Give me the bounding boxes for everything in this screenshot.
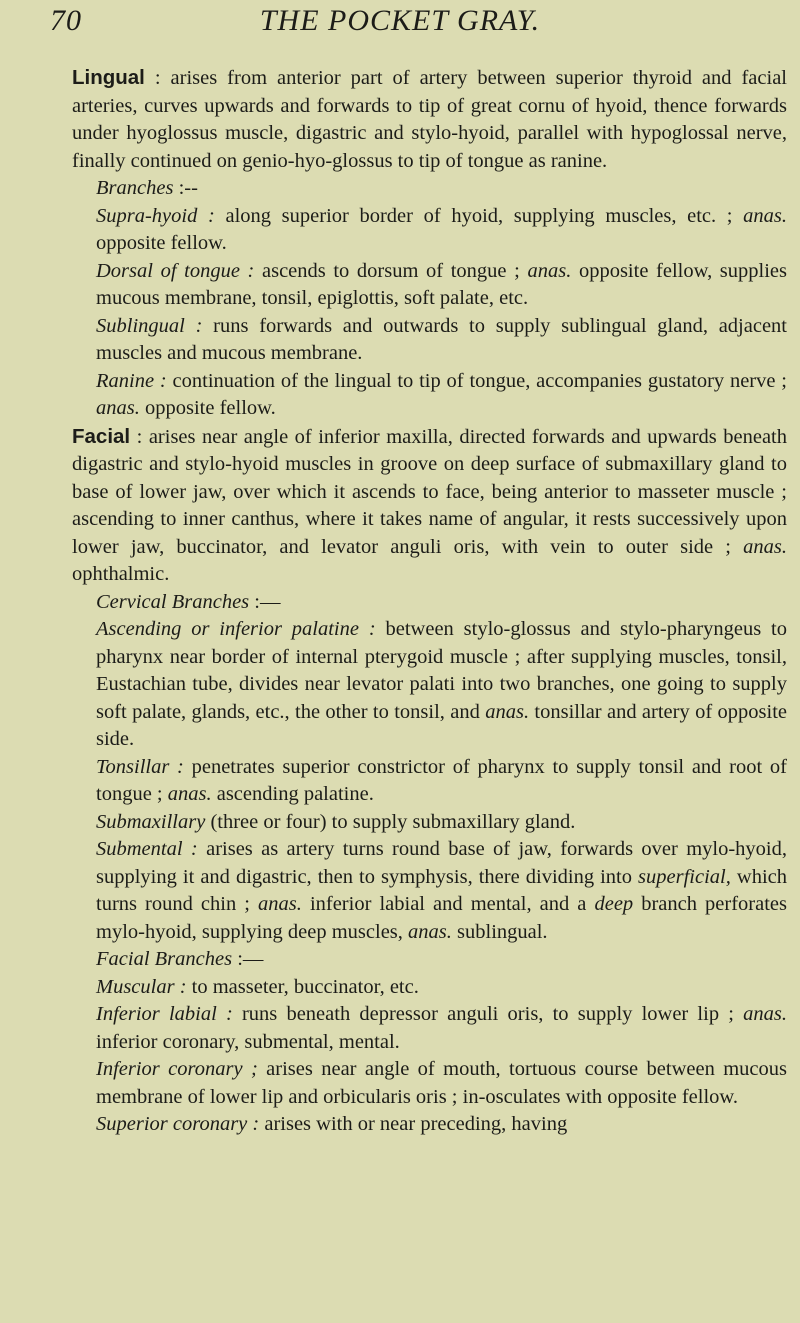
text-run: tonsillar and artery of opposite side. bbox=[96, 700, 787, 750]
paragraph bbox=[72, 589, 787, 617]
text-run: ophthalmic. bbox=[72, 563, 170, 585]
text-run: ascending palatine. bbox=[211, 783, 374, 805]
italic-term: anas. bbox=[408, 920, 452, 943]
text-run: arises as artery turns round base of jaw, forwards over mylo-hyoid, supplying it and digastric, then to symphysis, there dividing into bbox=[96, 838, 787, 888]
text-run: penetrates superior constrictor of pharynx to supply tonsil and root of tongue ; bbox=[96, 755, 787, 805]
text-run: inferior coronary, submental, mental. bbox=[96, 1030, 400, 1053]
italic-term: superficial, bbox=[638, 865, 731, 888]
paragraph bbox=[72, 203, 787, 258]
text-run: arises with or near preceding, having bbox=[259, 1113, 568, 1135]
paragraph bbox=[72, 423, 787, 589]
artery-heading: Lingual bbox=[72, 66, 145, 89]
italic-term: anas. bbox=[743, 535, 787, 558]
italic-term: Submental : bbox=[96, 838, 198, 860]
text-run: :— bbox=[232, 948, 264, 970]
text-run: :— bbox=[249, 590, 281, 613]
italic-term: anas. bbox=[258, 893, 302, 915]
text-run: branch perforates mylo-hyoid, supplying deep muscles, bbox=[96, 893, 787, 943]
paragraph bbox=[72, 946, 787, 974]
italic-term: deep bbox=[594, 893, 634, 915]
text-run: opposite fellow, supplies mucous membrane, tonsil, epiglottis, soft palate, etc. bbox=[96, 259, 788, 309]
italic-term: anas. bbox=[743, 204, 787, 227]
italic-term: anas. bbox=[743, 1003, 787, 1025]
page-header bbox=[0, 4, 800, 54]
text-run: :-- bbox=[173, 177, 198, 199]
paragraph bbox=[72, 1056, 787, 1111]
italic-term: Submaxillary bbox=[96, 810, 206, 833]
paragraph bbox=[72, 368, 787, 423]
text-run: ascends to dorsum of tongue ; bbox=[254, 259, 528, 282]
italic-term: Muscular : bbox=[96, 975, 187, 998]
italic-term: anas. bbox=[96, 397, 140, 419]
paragraph bbox=[72, 836, 787, 946]
paragraph bbox=[72, 258, 787, 313]
text-run: between stylo-glossus and stylo-pharyngeus to pharynx near border of internal pterygoid muscle ; after supplying muscles, tonsil, Eustachian tube, divides near levator palati into two branches, one going to supply soft palate, glands, etc., the other to tonsil, and bbox=[96, 618, 787, 723]
paragraph bbox=[72, 64, 787, 175]
artery-heading: Facial bbox=[72, 424, 131, 448]
text-run: along superior border of hyoid, supplying muscles, etc. ; bbox=[214, 204, 744, 227]
text-run: runs forwards and outwards to supply sublingual gland, adjacent muscles and mucous membrane. bbox=[96, 314, 787, 364]
paragraph bbox=[72, 974, 787, 1002]
text-run: continuation of the lingual to tip of tongue, accompanies gustatory nerve ; bbox=[166, 369, 787, 392]
body-text bbox=[72, 64, 787, 1139]
text-run: inferior labial and mental, and a bbox=[301, 893, 595, 915]
text-run: opposite fellow. bbox=[96, 232, 227, 254]
text-run: : arises from anterior part of artery between superior thyroid and facial arteries, curves upwards and forwards to tip of great cornu of hyoid, thence forwards under hyoglossus muscle, digastric and stylo-hyoid, parallel with hypoglossal nerve, finally continued on genio-hyo-glossus to tip of tongue as ranine. bbox=[72, 67, 787, 172]
italic-term: Inferior labial : bbox=[96, 1003, 233, 1025]
italic-term: Cervical Branches bbox=[96, 590, 250, 613]
text-run: sublingual. bbox=[451, 920, 548, 943]
italic-term: anas. bbox=[485, 700, 530, 723]
italic-term: anas. bbox=[527, 259, 572, 282]
paragraph bbox=[72, 1001, 787, 1056]
text-run: which turns round chin ; bbox=[96, 865, 787, 915]
italic-term: Branches bbox=[96, 177, 174, 199]
italic-term: anas. bbox=[167, 783, 212, 805]
italic-term: Inferior coronary ; bbox=[96, 1058, 258, 1080]
paragraph bbox=[72, 175, 787, 203]
paragraph bbox=[72, 616, 787, 754]
italic-term: Dorsal of tongue : bbox=[96, 259, 255, 282]
text-run: (three or four) to supply submaxillary gland. bbox=[205, 810, 576, 833]
paragraph bbox=[72, 313, 787, 368]
text-run: to masseter, buccinator, etc. bbox=[186, 975, 419, 998]
text-run: opposite fellow. bbox=[139, 397, 276, 419]
italic-term: Supra-hyoid : bbox=[96, 204, 215, 227]
italic-term: Ascending or inferior palatine : bbox=[96, 618, 376, 640]
italic-term: Superior coronary : bbox=[96, 1113, 260, 1135]
page-number: 70 bbox=[50, 4, 82, 37]
italic-term: Sublingual : bbox=[96, 314, 203, 337]
paragraph bbox=[72, 1111, 787, 1139]
text-run: runs beneath depressor anguli oris, to supply lower lip ; bbox=[232, 1003, 744, 1025]
italic-term: Facial Branches bbox=[96, 948, 233, 970]
italic-term: Ranine : bbox=[96, 369, 167, 392]
paragraph bbox=[72, 809, 787, 837]
running-title: THE POCKET GRAY. bbox=[259, 4, 541, 37]
text-run: : arises near angle of inferior maxilla, directed forwards and upwards beneath digastric and stylo-hyoid muscles in groove on deep surface of submaxillary gland to base of lower jaw, over which it ascends to face, being anterior to masseter muscle ; ascending to inner canthus, where it takes name of angular, it rests successively upon lower jaw, buccinator, and levator anguli oris, with vein to outer side ; bbox=[72, 425, 787, 558]
italic-term: Tonsillar : bbox=[96, 755, 184, 778]
text-run: arises near angle of mouth, tortuous course between mucous membrane of lower lip and orbicularis oris ; in-osculates with opposite fellow. bbox=[96, 1058, 787, 1108]
paragraph bbox=[72, 754, 787, 809]
